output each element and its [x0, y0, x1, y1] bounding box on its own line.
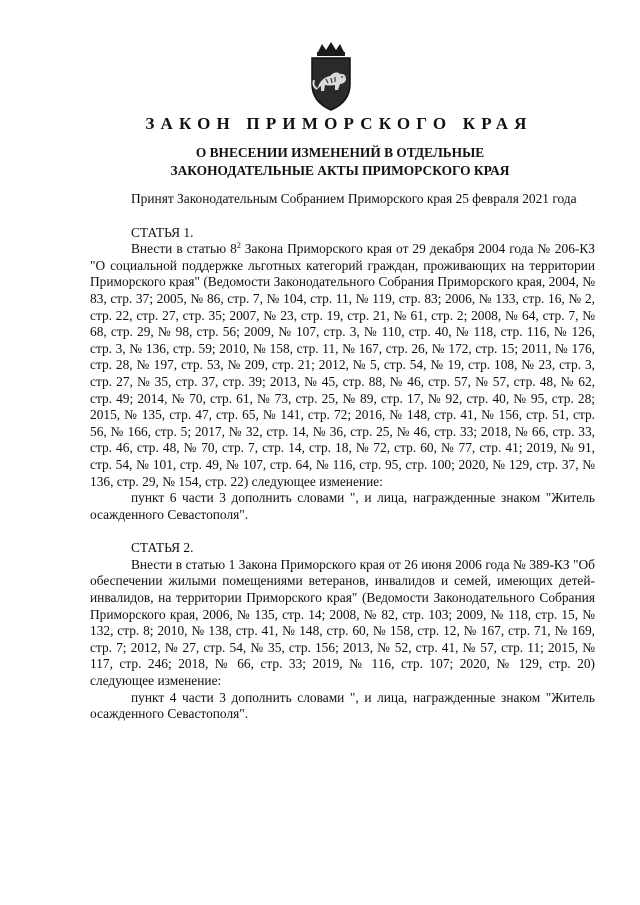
article-1-intro-start: Внести в статью 8: [131, 241, 237, 257]
article-2-change: пункт 4 части 3 дополнить словами ", и лица, награжденные знаком "Житель осажденного Севастополя".: [90, 689, 595, 722]
coat-of-arms-emblem: [300, 40, 362, 112]
article-2-heading: СТАТЬЯ 2.: [131, 540, 194, 556]
article-1-heading: СТАТЬЯ 1.: [131, 224, 194, 240]
law-body: [90, 191, 595, 723]
adoption-statement: Принят Законодательным Собранием Приморского края 25 февраля 2021 года: [131, 191, 577, 206]
article-1-superscript: 2: [236, 241, 241, 251]
article-1-change: пункт 6 части 3 дополнить словами ", и лица, награжденные знаком "Житель осажденного Севастополя".: [90, 490, 595, 522]
subtitle-line-1: О ВНЕСЕНИИ ИЗМЕНЕНИЙ В ОТДЕЛЬНЫЕ: [195, 145, 485, 160]
article-1-intro: [90, 241, 595, 490]
law-subtitle: [0, 144, 640, 180]
law-title: ЗАКОН ПРИМОРСКОГО КРАЯ: [145, 114, 533, 133]
subtitle-line-2: ЗАКОНОДАТЕЛЬНЫЕ АКТЫ ПРИМОРСКОГО КРАЯ: [170, 163, 510, 178]
article-1-intro-rest: Закона Приморского края от 29 декабря 2004 года № 206-КЗ "О социальной поддержке льготных категорий граждан, проживающих на территории Приморского края" (Ведомости Законодательного Собрания Приморского края, 2004, № 83, стр. 37; 2005, № 86, стр. 7, № 104, стр. 11, № 119, стр. 83; 2006, № 133, стр. 16, № 2, стр. 22, стр. 27, стр. 35; 2007, № 23, стр. 19, стр. 21, № 61, стр. 2; 2008, № 64, стр. 7, № 68, стр. 29, № 98, стр. 56; 2009, № 107, стр. 3, № 110, стр. 40, № 118, стр. 116, № 126, стр. 3, № 136, стр. 59; 2010, № 158, стр. 11, № 167, стр. 26, № 172, стр. 15; 2011, № 176, стр. 28, № 197, стр. 53, № 209, стр. 21; 2012, № 5, стр. 54, № 19, стр. 108, № 23, стр. 3, стр. 27, № 35, стр. 37, стр. 39; 2013, № 45, стр. 88, № 46, стр. 57, № 57, стр. 48, № 62, стр. 49; 2014, № 70, стр. 61, № 73, стр. 25, № 89, стр. 17, № 92, стр. 40, № 95, стр. 28; 2015, № 135, стр. 47, стр. 65, № 141, стр. 72; 2016, № 148, стр. 41, № 156, стр. 51, стр. 56, № 166, стр. 5; 2017, № 32, стр. 14, № 36, стр. 25, № 46, стр. 33; 2018, № 66, стр. 33, стр. 46, стр. 48, № 70, стр. 7, стр. 14, стр. 18, № 72, стр. 60, № 77, стр. 41; 2019, № 91, стр. 54, № 101, стр. 49, № 107, стр. 64, № 116, стр. 95, стр. 100; 2020, № 129, стр. 37, № 136, стр. 29, № 154, стр. 22) следующее изменение:: [90, 241, 595, 489]
tiger-shield-icon: [300, 40, 362, 112]
article-2-intro: Внести в статью 1 Закона Приморского края от 26 июня 2006 года № 389-КЗ "Об обеспечении жилыми помещениями ветеранов, инвалидов и семей, имеющих детей-инвалидов, на территории Приморского края" (Ведомости Законодательного Собрания Приморского края, 2006, № 135, стр. 14; 2008, № 82, стр. 103; 2009, № 118, стр. 15, № 132, стр. 8; 2010, № 138, стр. 41, № 148, стр. 60, № 158, стр. 12, № 167, стр. 71, № 169, стр. 7; 2012, № 27, стр. 54, № 35, стр. 156; 2013, № 52, стр. 41, № 57, стр. 11; 2015, № 117, стр. 246; 2018, № 66, стр. 33; 2019, № 116, стр. 107; 2020, № 129, стр. 20) следующее изменение:: [90, 556, 595, 689]
